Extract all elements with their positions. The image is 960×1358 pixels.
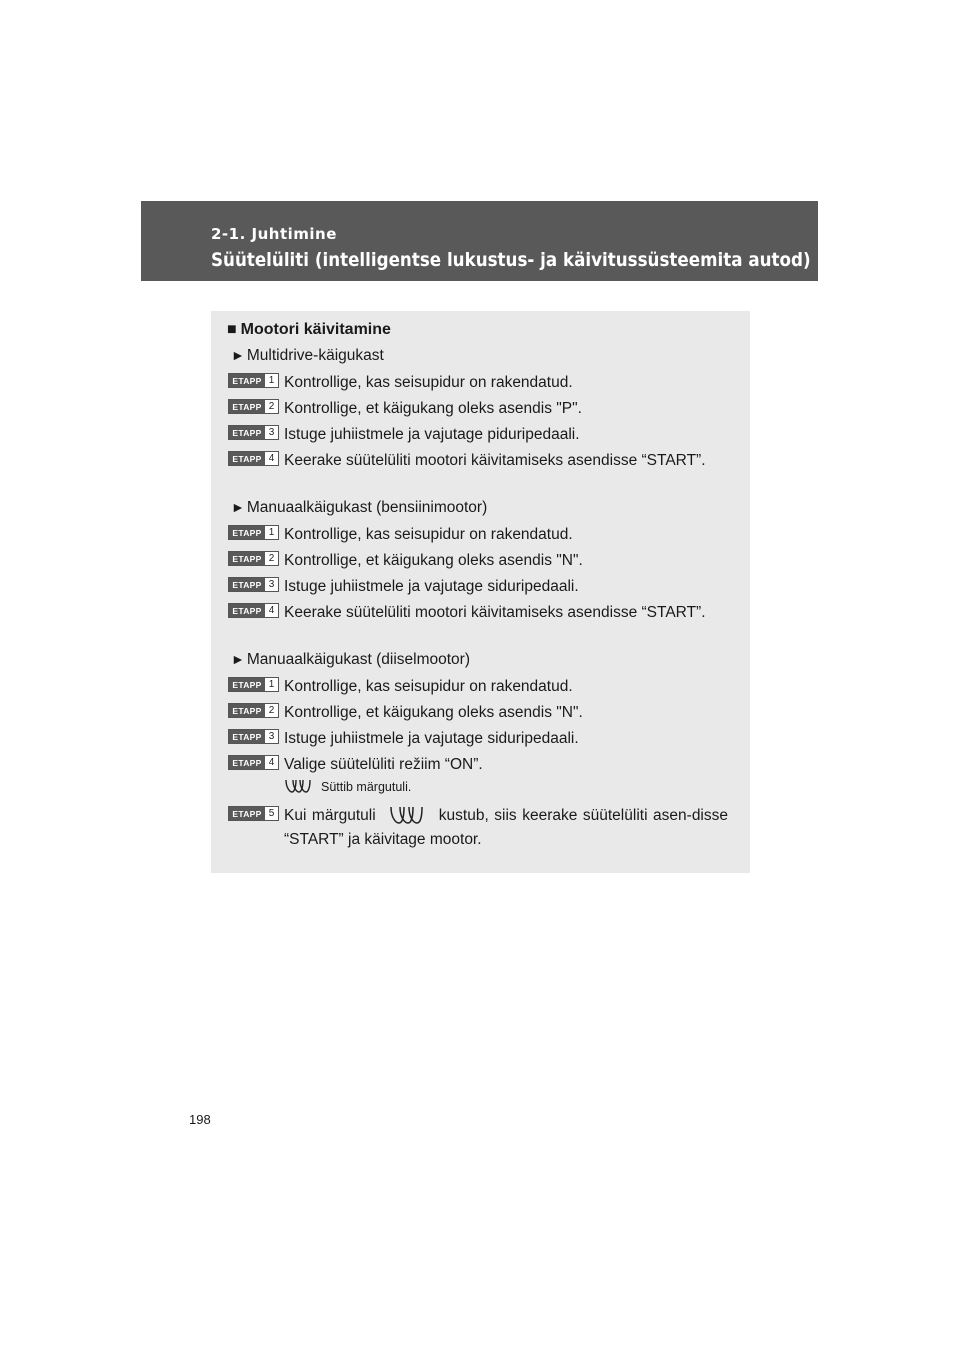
glow-plug-indicator-icon [283,778,313,796]
step-badge: ETAPP 5 [228,806,279,821]
info-box [211,311,750,873]
glow-plug-indicator-icon [387,805,427,827]
step-badge: ETAPP 4 [228,755,279,770]
triangle-bullet-icon: ► [231,499,245,515]
step-badge: ETAPP 4 [228,603,279,618]
step-badge: ETAPP 4 [228,451,279,466]
step-item: ETAPP 5 Kui märgutuli kustub, siis keerake süütelüliti asen-disse “START” ja käivitage mootor. [228,804,728,852]
step-badge: ETAPP 1 [228,677,279,692]
step-badge: ETAPP 3 [228,425,279,440]
step-badge: ETAPP 1 [228,525,279,540]
group-heading: ► Multidrive-käigukast [231,347,384,364]
step-item: ETAPP 1 Kontrollige, kas seisupidur on rakendatud. [228,523,728,547]
triangle-bullet-icon: ► [231,651,245,667]
step-item: ETAPP 3 Istuge juhiistmele ja vajutage piduripedaali. [228,423,728,447]
step-item: ETAPP 4 Keerake süütelüliti mootori käivitamiseks asendisse “START”. [228,601,728,625]
chapter-header [141,201,818,281]
page-number: 198 [189,1112,211,1127]
group-heading: ► Manuaalkäigukast (bensiinimootor) [231,499,488,516]
indicator-note: Süttib märgutuli. [283,778,411,796]
step-item: ETAPP 1 Kontrollige, kas seisupidur on rakendatud. [228,371,728,395]
square-bullet-icon: ■ [227,321,237,338]
step-badge: ETAPP 2 [228,703,279,718]
group-heading: ► Manuaalkäigukast (diiselmootor) [231,651,470,668]
step-badge: ETAPP 2 [228,551,279,566]
step-badge: ETAPP 2 [228,399,279,414]
step-badge: ETAPP 3 [228,729,279,744]
step-item: ETAPP 2 Kontrollige, et käigukang oleks asendis "N". [228,549,728,573]
step-item: ETAPP 2 Kontrollige, et käigukang oleks asendis "P". [228,397,728,421]
step-badge: ETAPP 3 [228,577,279,592]
box-title: ■ Mootori käivitamine [227,321,391,338]
step-item: ETAPP 3 Istuge juhiistmele ja vajutage siduripedaali. [228,727,728,751]
step-item: ETAPP 4 Valige süütelüliti režiim “ON”. [228,753,728,777]
step-item: ETAPP 3 Istuge juhiistmele ja vajutage siduripedaali. [228,575,728,599]
section-label: 2-1. Juhtimine [211,225,337,243]
triangle-bullet-icon: ► [231,347,245,363]
step-item: ETAPP 1 Kontrollige, kas seisupidur on rakendatud. [228,675,728,699]
step-badge: ETAPP 1 [228,373,279,388]
step-item: ETAPP 4 Keerake süütelüliti mootori käivitamiseks asendisse “START”. [228,449,728,473]
step-item: ETAPP 2 Kontrollige, et käigukang oleks asendis "N". [228,701,728,725]
page-title: Süütelüliti (intelligentse lukustus- ja käivitussüsteemita autod) [211,249,811,271]
